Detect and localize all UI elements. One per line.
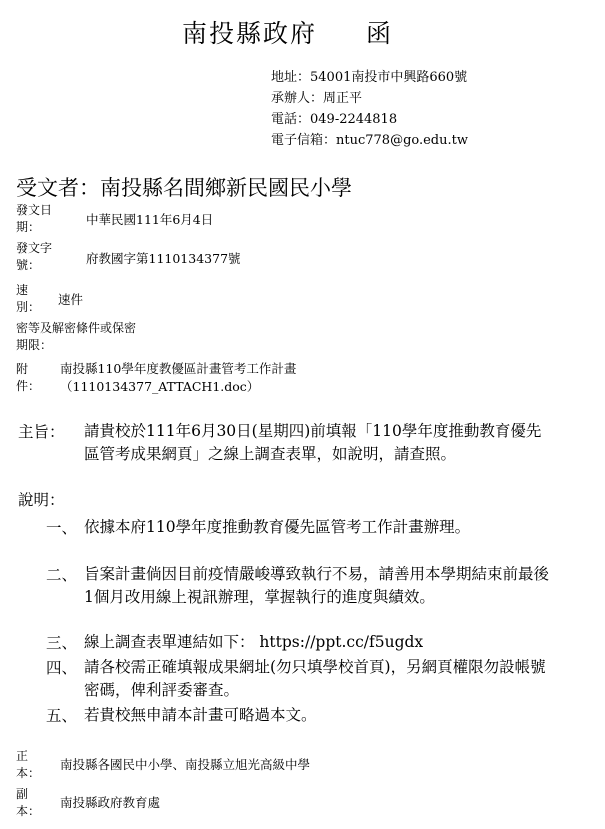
explanation-item-text: 請各校需正確填報成果網址(勿只填學校首頁)，另網頁權限勿設帳號密碼，俾利評委審查。: [84, 658, 546, 699]
attachment-filename[interactable]: （1110134377_ATTACH1.doc）: [60, 379, 260, 394]
contact-phone: 電話：049-2244818: [271, 112, 398, 127]
date-label: 發文日 期：: [16, 203, 53, 234]
secrecy-label: 密等及解密條件或保密 期限：: [16, 321, 137, 352]
primary-recipients-label: 正 本：: [16, 749, 41, 780]
explanation-item-number: 四、: [46, 659, 78, 677]
speed-value: 速件: [58, 292, 84, 307]
document-type: 函: [366, 19, 394, 48]
subject-label: 主旨：: [18, 423, 65, 441]
recipient: 受文者：南投縣名間鄉新民國民小學: [16, 176, 352, 200]
copy-recipients-value: 南投縣政府教育處: [60, 795, 161, 810]
explanation-label: 說明：: [18, 491, 65, 509]
doc-number-label: 發文字 號：: [16, 241, 53, 272]
explanation-item-number: 二、: [46, 566, 78, 584]
speed-label: 速 別：: [16, 283, 41, 314]
date-value: 中華民國111年6月4日: [86, 212, 214, 227]
explanation-item-number: 三、: [46, 634, 78, 652]
explanation-item-text: 若貴校無申請本計畫可略過本文。: [84, 706, 317, 724]
subject-text: 請貴校於111年6月30日(星期四)前填報「110學年度推動教育優先區管考成果網頁」之線上調查表單，如說明，請查照。: [84, 422, 542, 463]
doc-number-value: 府教國字第1110134377號: [86, 251, 241, 266]
explanation-item-text: 旨案計畫倘因目前疫情嚴峻導致執行不易，請善用本學期結束前最後1個月改用線上視訊辦理，掌握執行的進度與績效。: [84, 565, 550, 606]
explanation-item-number: 一、: [46, 519, 78, 537]
explanation-item-text: 依據本府110學年度推動教育優先區管考工作計畫辦理。: [84, 518, 471, 536]
attachment-label: 附 件：: [16, 362, 41, 393]
explanation-item-link[interactable]: 線上調查表單連結如下： https://ppt.cc/f5ugdx: [84, 633, 424, 651]
issuing-organization: 南投縣政府: [182, 19, 318, 48]
copy-recipients-label: 副 本：: [16, 787, 41, 818]
contact-email: 電子信箱：ntuc778@go.edu.tw: [271, 133, 468, 148]
primary-recipients-value: 南投縣各國民中小學、南投縣立旭光高級中學: [60, 757, 311, 772]
attachment-title: 南投縣110學年度教優區計畫管考工作計畫: [60, 361, 297, 376]
contact-address: 地址：54001南投市中興路660號: [271, 70, 468, 85]
explanation-item-number: 五、: [46, 707, 78, 725]
contact-officer: 承辦人：周正平: [271, 91, 363, 106]
